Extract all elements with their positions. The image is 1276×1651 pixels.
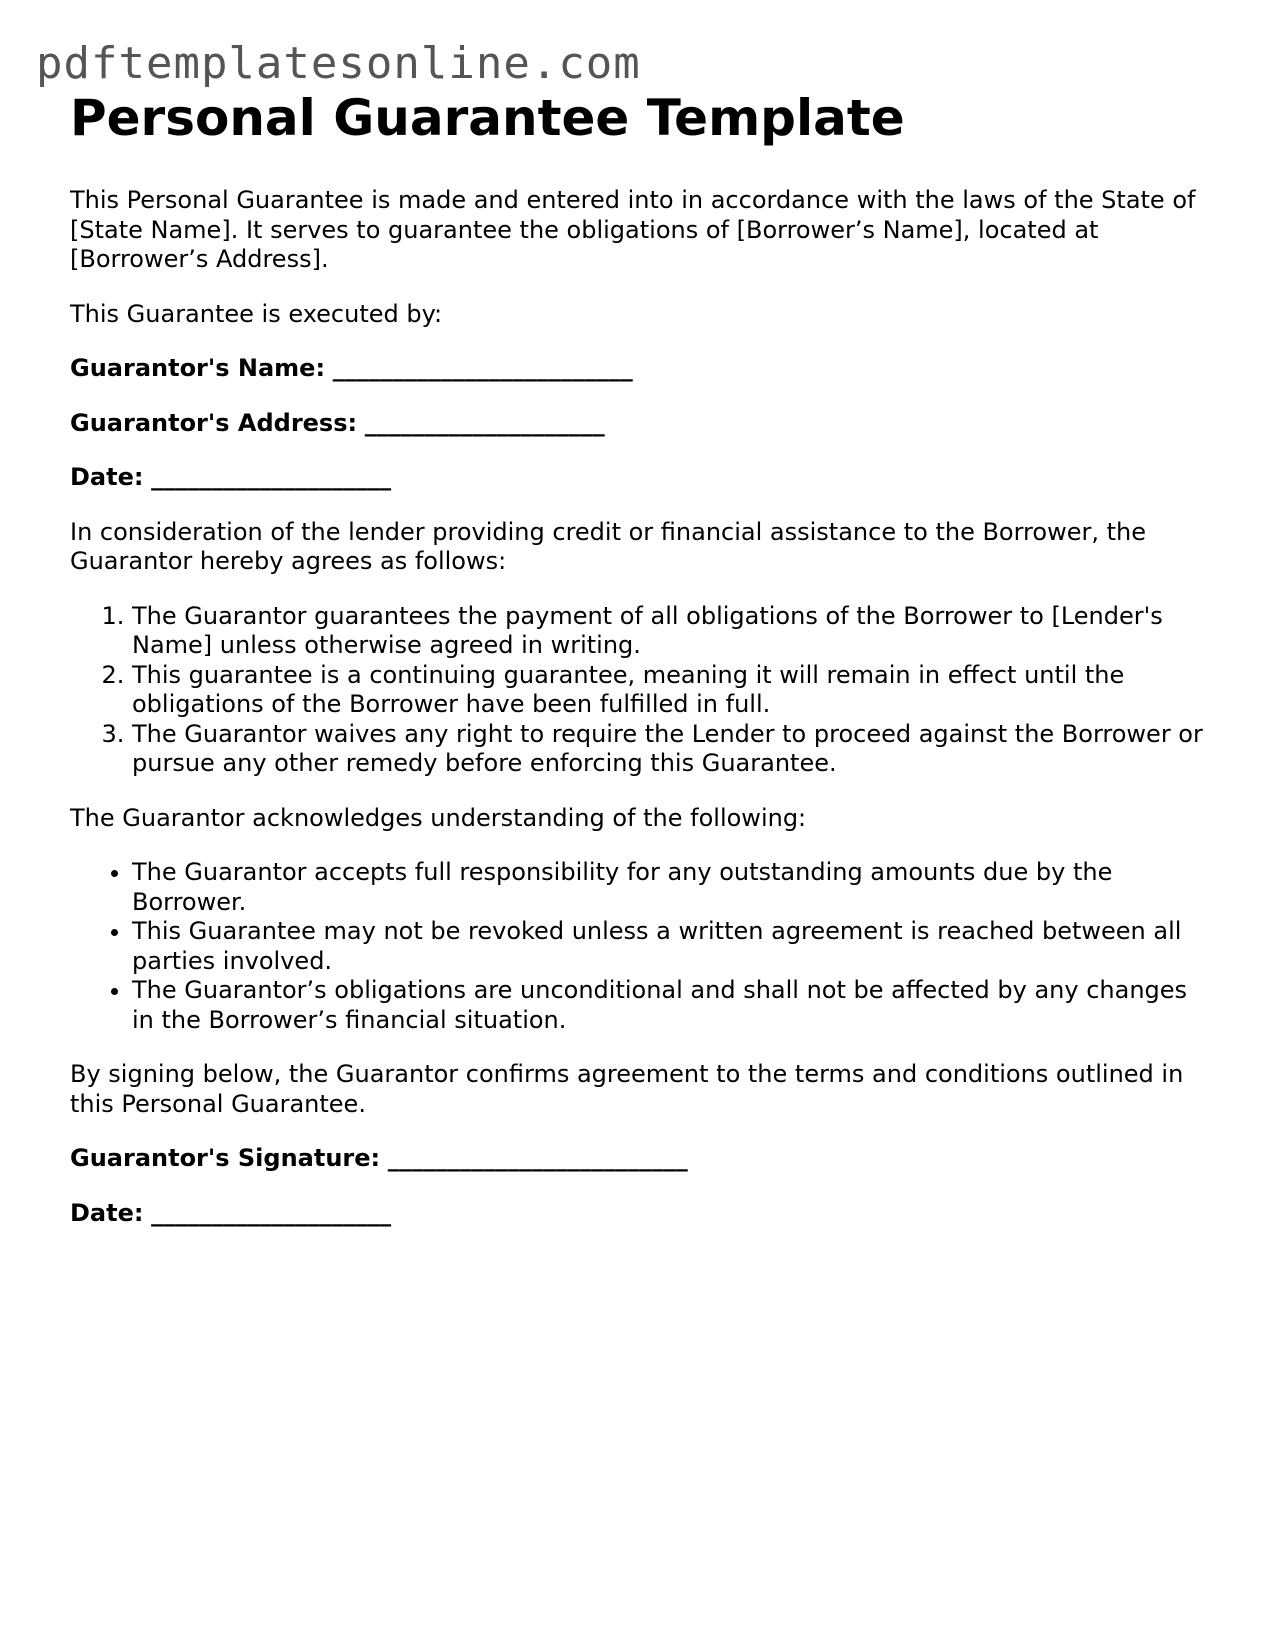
guarantor-address-blank[interactable]: ____________________ <box>364 408 605 437</box>
list-item: 1. The Guarantor guarantees the payment of all obligations of the Borrower to [Lender's Name] unless otherwise agreed in writing. <box>132 602 1210 661</box>
guarantor-name-blank[interactable]: _________________________ <box>332 354 633 382</box>
guarantor-address-field <box>70 409 1210 439</box>
guarantor-name-label: Guarantor's Name: <box>70 354 326 382</box>
closing-paragraph: By signing below, the Guarantor confirms agreement to the terms and conditions outlined in this Personal Guarantee. <box>70 1060 1184 1118</box>
signature-date-field <box>70 1199 1210 1229</box>
date-label: Date: <box>70 463 144 491</box>
guarantor-signature-field <box>70 1144 1210 1174</box>
list-item: • The Guarantor accepts full responsibility for any outstanding amounts due by the Borrower. <box>132 858 1210 917</box>
executed-by-text: This Guarantee is executed by: <box>70 299 443 328</box>
acknowledgements-list <box>70 858 1210 1035</box>
date-blank[interactable]: ____________________ <box>151 463 392 491</box>
signature-date-label: Date: <box>70 1198 144 1227</box>
document-page <box>70 86 1210 1253</box>
agreements-list <box>70 602 1210 779</box>
guarantor-name-field <box>70 354 1210 384</box>
guarantor-signature-label: Guarantor's Signature: <box>70 1144 381 1172</box>
intro-paragraph: This Personal Guarantee is made and entered into in accordance with the laws of the State of [State Name]. It serves to guarantee the obligations of [Borrower’s Name], located at [Borrower’s Address]. <box>70 186 1196 273</box>
document-title: Personal Guarantee Template <box>70 89 905 147</box>
consideration-paragraph: In consideration of the lender providing credit or financial assistance to the Borrower, the Guarantor hereby agrees as follows: <box>70 517 1146 575</box>
list-item: • This Guarantee may not be revoked unless a written agreement is reached between all parties involved. <box>132 917 1210 976</box>
list-item: • The Guarantor’s obligations are unconditional and shall not be affected by any changes in the Borrower’s financial situation. <box>132 976 1210 1035</box>
guarantor-address-label: Guarantor's Address: <box>70 408 358 437</box>
date-field <box>70 463 1210 493</box>
guarantor-signature-blank[interactable]: _________________________ <box>387 1144 688 1172</box>
acknowledges-text: The Guarantor acknowledges understanding of the following: <box>70 803 807 832</box>
watermark: pdftemplatesonline.com <box>36 38 641 89</box>
list-item: 2. This guarantee is a continuing guarantee, meaning it will remain in effect until the obligations of the Borrower have been fulfilled in full. <box>132 661 1210 720</box>
signature-date-blank[interactable]: ____________________ <box>151 1198 392 1227</box>
list-item: 3. The Guarantor waives any right to require the Lender to proceed against the Borrower or pursue any other remedy before enforcing this Guarantee. <box>132 720 1210 779</box>
